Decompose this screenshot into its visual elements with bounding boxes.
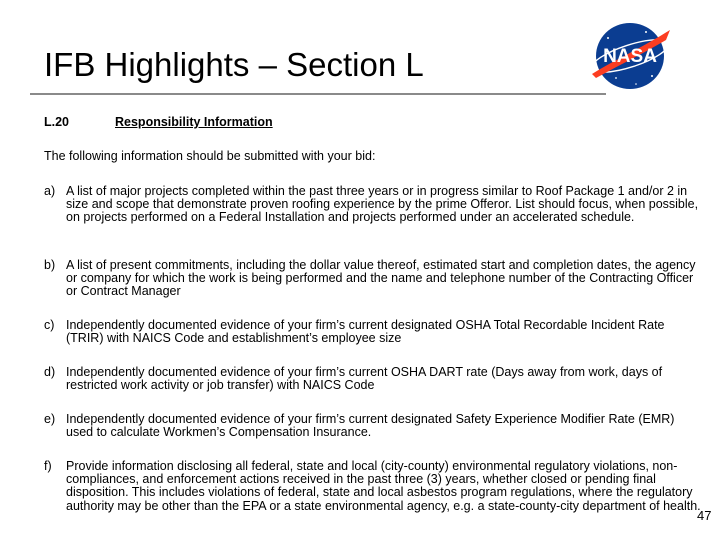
list-item xyxy=(44,259,702,299)
list-item xyxy=(44,366,702,392)
list-item-marker: d) xyxy=(44,365,56,379)
nasa-logo xyxy=(586,16,674,96)
list-item-marker: b) xyxy=(44,258,56,272)
list-item-marker: c) xyxy=(44,318,55,332)
list-item-marker: f) xyxy=(44,459,52,473)
intro-text: The following information should be submitted with your bid: xyxy=(44,149,376,163)
list-item xyxy=(44,413,702,439)
list-item-text: Independently documented evidence of your firm’s current designated Safety Experience Modifier Rate (EMR) used to calculate Workmen’s Compensation Insurance. xyxy=(66,412,675,440)
list-item-text: Independently documented evidence of your firm’s current OSHA DART rate (Days away from work, days of restricted work activity or job transfer) with NAICS Code xyxy=(66,365,663,393)
list-item xyxy=(44,319,702,345)
list-item-text: A list of major projects completed within the past three years or in progress similar to Roof Package 1 and/or 2 in size and scope that demonstrate proven roofing experience by the prime Offeror. List should focus, when possible, on projects performed on a Federal Installation and projects performed under an accelerated schedule. xyxy=(66,184,699,225)
list-item xyxy=(44,460,702,513)
page-number: 47 xyxy=(697,508,712,523)
section-heading: Responsibility Information xyxy=(115,115,273,129)
list-item-marker: e) xyxy=(44,412,56,426)
list-item-marker: a) xyxy=(44,184,56,198)
section-number: L.20 xyxy=(44,115,70,129)
list-item-text: Provide information disclosing all federal, state and local (city-county) environmental regulatory violations, non-compliances, and enforcement actions received in the past three (3) years, whether closed or pending final disposition. This includes violations of federal, state and local asbestos program regulations, where the regulatory authority may be other than the EPA or a state environmental agency, e.g. a state-county-city department of health. xyxy=(66,459,701,513)
title-divider xyxy=(30,93,606,95)
list-item xyxy=(44,185,702,225)
logo-text: NASA xyxy=(603,46,657,67)
slide-title: IFB Highlights – Section L xyxy=(44,46,424,83)
list-item-text: Independently documented evidence of your firm’s current designated OSHA Total Recordable Incident Rate (TRIR) with NAICS Code and establishment’s employee size xyxy=(66,318,665,346)
list-item-text: A list of present commitments, including the dollar value thereof, estimated start and completion dates, the agency or company for which the work is being performed and the name and telephone number of the Contracting Officer or Contract Manager xyxy=(66,258,696,299)
